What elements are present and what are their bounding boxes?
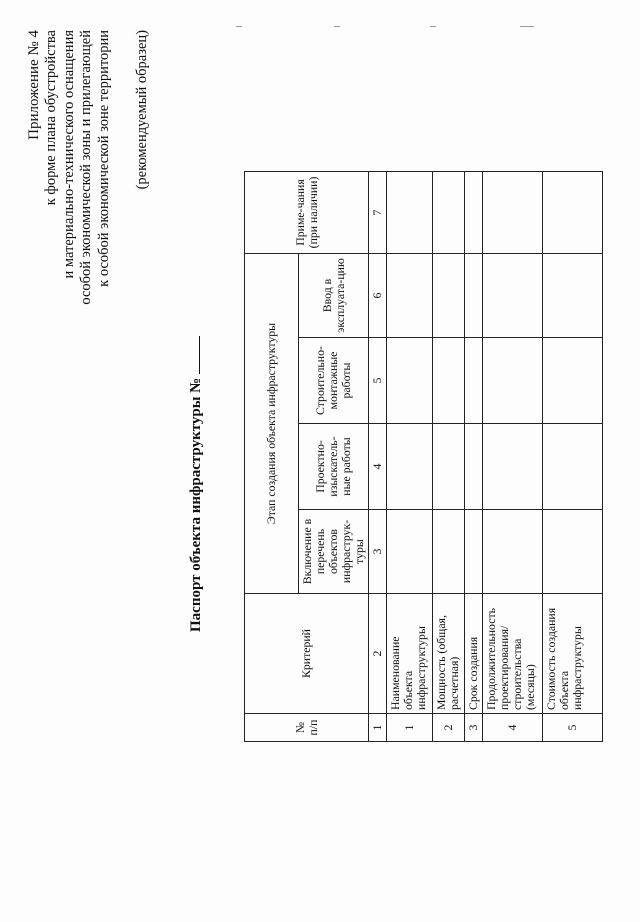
table-cell (387, 338, 433, 424)
col-header-notes: Приме-чания (при наличии) (245, 171, 369, 253)
column-number: 7 (369, 171, 387, 253)
scan-artifact (334, 26, 340, 27)
table-cell (465, 171, 483, 253)
table-cell (387, 424, 433, 510)
title-number-blank (185, 336, 200, 374)
appendix-line: и материально-технического оснащения (60, 30, 77, 279)
scan-artifact (236, 26, 242, 27)
appendix-header (26, 30, 113, 305)
table-cell (543, 338, 603, 424)
table-cell (433, 424, 465, 510)
table-cell (465, 424, 483, 510)
table-cell (387, 171, 433, 253)
row-criterion: Мощность (общая, расчетная) (433, 594, 465, 714)
table-cell (387, 510, 433, 594)
column-number: 4 (369, 424, 387, 510)
appendix-line: особой экономической зоны и прилегающей (78, 30, 95, 305)
table-cell (465, 338, 483, 424)
table-cell (433, 338, 465, 424)
col-header-criterion: Критерий (245, 594, 369, 714)
col-header-stage-survey: Проектно-изыскатель-ные работы (299, 424, 369, 510)
title-text: Паспорт объекта инфраструктуры № (188, 377, 204, 632)
page-title (185, 112, 205, 632)
scan-artifact (520, 26, 534, 27)
table-cell (483, 510, 543, 594)
table-row (387, 171, 433, 741)
sample-note: (рекомендуемый образец) (134, 30, 150, 190)
scan-artifact (430, 26, 436, 27)
table-cell (465, 510, 483, 594)
column-number: 2 (369, 594, 387, 714)
table-cell (483, 253, 543, 337)
column-number-row (369, 171, 387, 741)
row-criterion: Срок создания (465, 594, 483, 714)
passport-table (244, 171, 603, 742)
appendix-line: к особой экономической зоне территории (95, 30, 112, 287)
table-cell (387, 253, 433, 337)
column-number: 6 (369, 253, 387, 337)
row-number: 1 (387, 714, 433, 742)
row-number: 2 (433, 714, 465, 742)
table-row (483, 171, 543, 741)
table-cell (433, 510, 465, 594)
row-criterion: Продолжительность проектирования/ строительства (месяцы) (483, 594, 543, 714)
row-criterion: Стоимость создания объекта инфраструктуры (543, 594, 603, 714)
table-cell (483, 338, 543, 424)
table-row (465, 171, 483, 741)
row-number: 4 (483, 714, 543, 742)
table-cell (543, 253, 603, 337)
row-criterion: Наименование объекта инфраструктуры (387, 594, 433, 714)
col-header-stage-commissioning: Ввод в эксплуата-цию (299, 253, 369, 337)
table-row (543, 171, 603, 741)
row-number: 3 (465, 714, 483, 742)
col-header-stage-group: Этап создания объекта инфраструктуры (245, 253, 299, 593)
table-cell (433, 171, 465, 253)
table-cell (543, 510, 603, 594)
table-row (433, 171, 465, 741)
appendix-line: к форме плана обустройства (43, 30, 60, 206)
table-cell (483, 171, 543, 253)
column-number: 3 (369, 510, 387, 594)
header-row-group (245, 171, 299, 741)
table-cell (433, 253, 465, 337)
row-number: 5 (543, 714, 603, 742)
col-header-stage-construction: Строительно-монтажные работы (299, 338, 369, 424)
column-number: 1 (369, 714, 387, 742)
table-cell (543, 424, 603, 510)
table-cell (465, 253, 483, 337)
column-number: 5 (369, 338, 387, 424)
col-header-stage-inclusion: Включение в перечень объектов инфраструк-туры (299, 510, 369, 594)
table-cell (543, 171, 603, 253)
appendix-line: Приложение № 4 (26, 30, 42, 140)
table-cell (483, 424, 543, 510)
col-header-num: № п/п (245, 714, 369, 742)
